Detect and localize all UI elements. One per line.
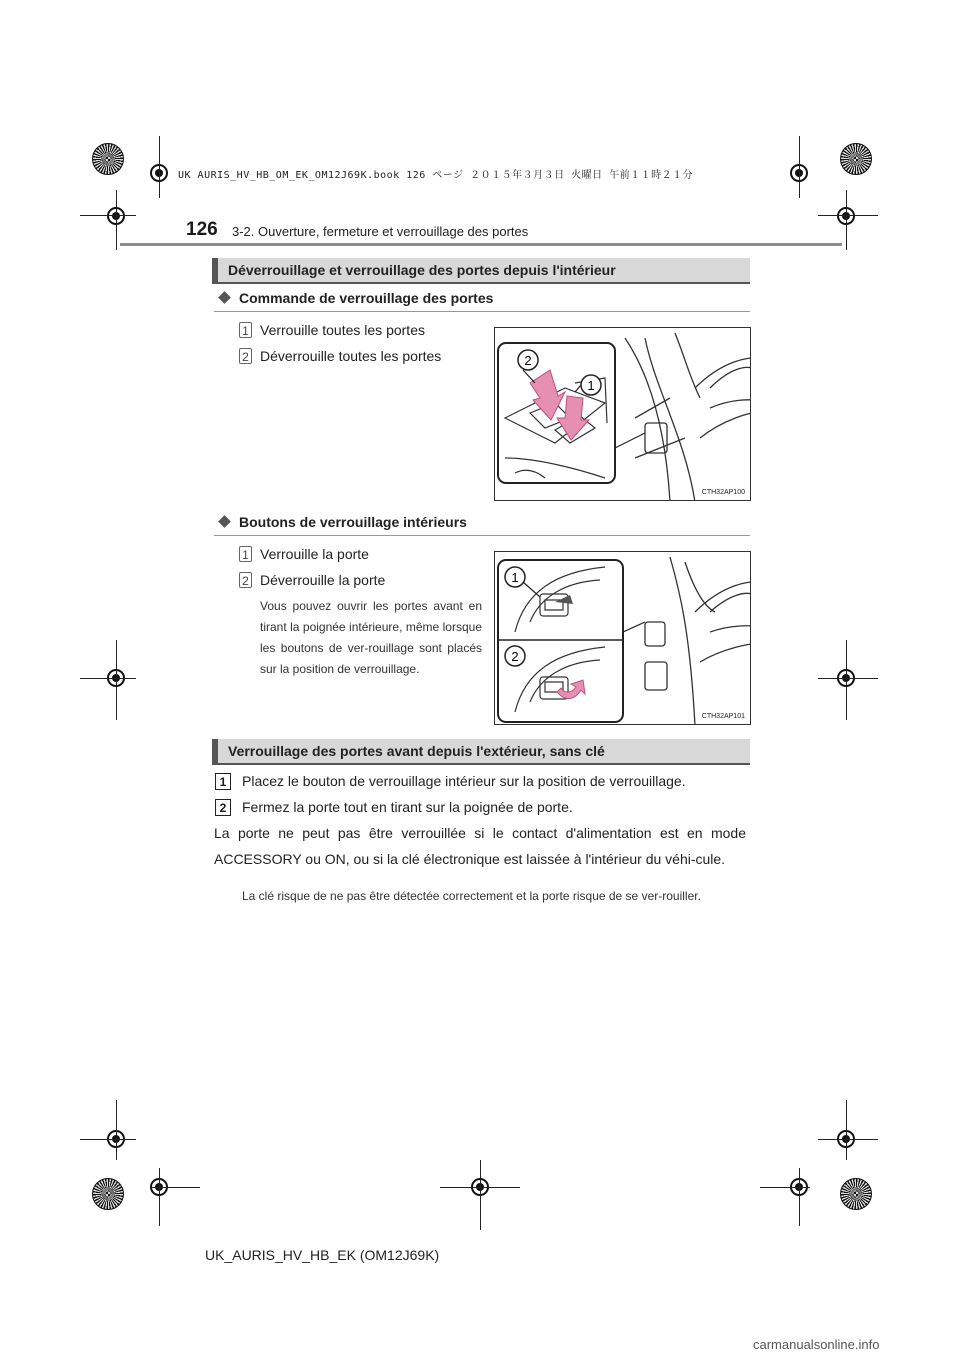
illustration-lock-switch [494, 327, 751, 501]
crop-line [846, 190, 847, 250]
crop-line [116, 640, 117, 720]
lock-switch-drawing [495, 328, 751, 501]
crop-line [80, 678, 136, 679]
diamond-bullet-icon [218, 515, 231, 528]
step-number-badge: 1 [215, 773, 231, 790]
crop-line [159, 136, 160, 198]
section-banner-exterior [212, 739, 750, 765]
crop-line [440, 1187, 520, 1188]
registration-rosette-icon [840, 1178, 872, 1210]
crop-line [760, 1187, 810, 1188]
crop-line [799, 1168, 800, 1226]
item-number-badge: 1 [239, 322, 252, 338]
item-text: Verrouille toutes les portes [260, 322, 425, 338]
item-text: Déverrouille la porte [260, 572, 386, 588]
section-banner-interior [212, 258, 750, 284]
crop-line [818, 678, 878, 679]
crop-line [159, 1168, 160, 1226]
crop-line [818, 1139, 878, 1140]
subheading-text: Boutons de verrouillage intérieurs [239, 514, 467, 530]
callout-2: 2 [511, 649, 519, 664]
registration-rosette-icon [92, 143, 124, 175]
note-inside-handle: Vous pouvez ouvrir les portes avant en tirant la poignée intérieure, même lorsque les boutons de ver-rouillage sont placés sur la position de verrouillage. [260, 599, 482, 676]
illustration-inside-buttons [494, 551, 751, 725]
subheading-rule [214, 311, 750, 312]
print-header: UK AURIS_HV_HB_OM_EK_OM12J69K.book 126 ページ ２０１５年３月３日 火曜日 午前１１時２１分 [178, 170, 694, 181]
callout-2: 2 [524, 353, 532, 368]
crop-line [150, 1187, 200, 1188]
watermark: carmanualsonline.info [753, 1337, 880, 1352]
item-text: Déverrouille toutes les portes [260, 348, 442, 364]
diamond-bullet-icon [218, 291, 231, 304]
subheading-rule [214, 535, 750, 536]
crop-line [80, 215, 136, 216]
note-key-detection: La clé risque de ne pas être détectée correctement et la porte risque de se ver-rouiller. [242, 889, 701, 903]
crop-line [846, 640, 847, 720]
subheading-lock-switch [214, 290, 493, 306]
item-text: Verrouille la porte [260, 546, 369, 562]
footer-code: UK_AURIS_HV_HB_EK (OM12J69K) [205, 1247, 440, 1263]
section-title: Verrouillage des portes avant depuis l'extérieur, sans clé [228, 743, 605, 759]
crop-line [799, 136, 800, 198]
callout-1: 1 [587, 378, 595, 393]
registration-rosette-icon [840, 143, 872, 175]
inside-buttons-drawing [495, 552, 751, 725]
paragraph-conditions: La porte ne peut pas être verrouillée si le contact d'alimentation est en mode ACCESSORY ou ON, ou si la clé électronique est laissée à l'intérieur du véhi-cule. [214, 825, 746, 867]
crop-line [818, 215, 878, 216]
item-number-badge: 1 [239, 546, 252, 562]
running-title: 3-2. Ouverture, fermeture et verrouillage des portes [232, 224, 529, 239]
item-number-badge: 2 [239, 348, 252, 364]
crop-line [116, 1100, 117, 1160]
step-number-badge: 2 [215, 799, 231, 816]
subheading-text: Commande de verrouillage des portes [239, 290, 494, 306]
registration-rosette-icon [92, 1178, 124, 1210]
banner-bar [212, 739, 218, 763]
item-number-badge: 2 [239, 572, 252, 588]
subheading-inside-buttons [214, 514, 467, 530]
crop-line [80, 1139, 136, 1140]
step-text: Placez le bouton de verrouillage intérieur sur la position de verrouillage. [242, 773, 686, 789]
step-text: Fermez la porte tout en tirant sur la poignée de porte. [242, 799, 573, 815]
callout-1: 1 [511, 570, 519, 585]
crop-line [480, 1160, 481, 1230]
section-title: Déverrouillage et verrouillage des portes depuis l'intérieur [228, 262, 616, 278]
banner-bar [212, 258, 218, 282]
page-number: 126 [186, 219, 218, 240]
figure-code: CTH32AP100 [701, 489, 745, 496]
crop-line [846, 1100, 847, 1160]
header-rule [120, 243, 842, 246]
crop-line [116, 190, 117, 250]
figure-code: CTH32AP101 [701, 713, 745, 720]
